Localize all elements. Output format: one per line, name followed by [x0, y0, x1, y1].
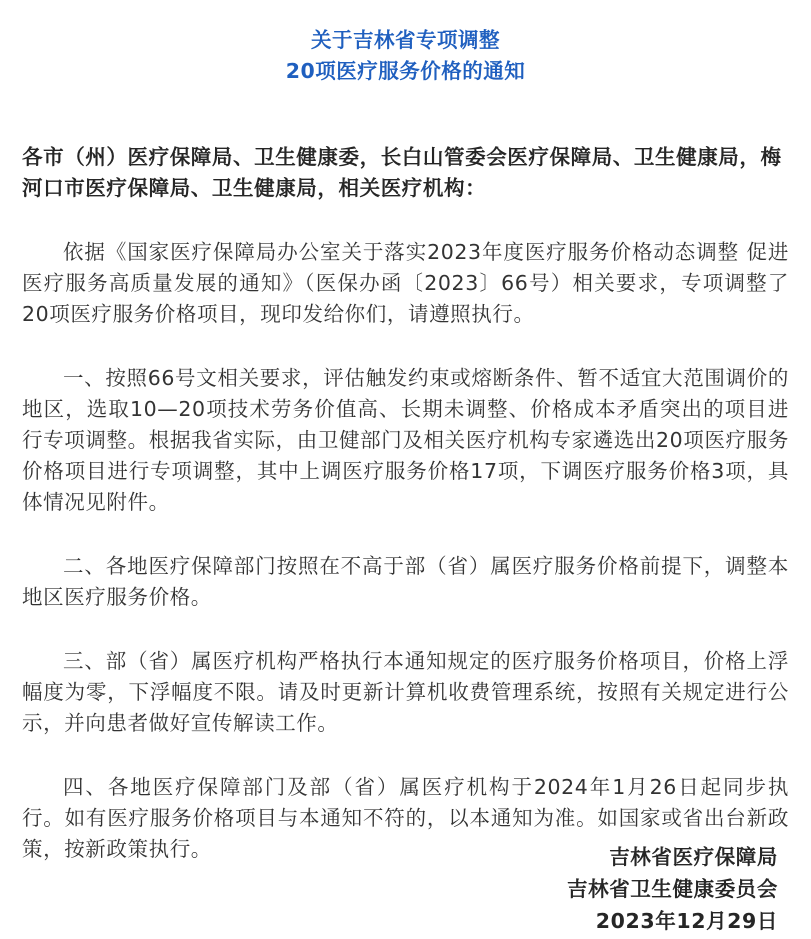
- paragraph-item-1: 一、按照66号文相关要求，评估触发约束或熔断条件、暂不适宜大范围调价的地区，选取10—20项技术劳务价值高、长期未调整、价格成本矛盾突出的项目进行专项调整。根据我省实际，由卫健部门及相关医疗机构专家遴选出20项医疗服务价格项目进行专项调整，其中上调医疗服务价格17项，下调医疗服务价格3项，具体情况见附件。: [22, 366, 789, 514]
- document-title: [22, 0, 789, 87]
- paragraph-item-3: 三、部（省）属医疗机构严格执行本通知规定的医疗服务价格项目，价格上浮幅度为零，下浮幅度不限。请及时更新计算机收费管理系统，按照有关规定进行公示，并向患者做好宣传解读工作。: [22, 649, 789, 735]
- signature-org-2: 吉林省卫生健康委员会: [567, 877, 778, 901]
- paragraph-item-2: 二、各地医疗保障部门按照在不高于部（省）属医疗服务价格前提下，调整本地区医疗服务价格。: [22, 554, 789, 609]
- signature-date: 2023年12月29日: [595, 909, 778, 933]
- title-line-1: 关于吉林省专项调整: [311, 28, 500, 52]
- paragraph-intro: 依据《国家医疗保障局办公室关于落实2023年度医疗服务价格动态调整 促进医疗服务高质量发展的通知》（医保办函〔2023〕66号）相关要求，专项调整了20项医疗服务价格项目，现印发给你们，请遵照执行。: [22, 240, 789, 326]
- recipient-list: 各市（州）医疗保障局、卫生健康委，长白山管委会医疗保障局、卫生健康局，梅河口市医疗保障局、卫生健康局，相关医疗机构：: [22, 145, 782, 200]
- title-line-2: 20项医疗服务价格的通知: [285, 59, 526, 83]
- signature-block: [567, 841, 778, 937]
- signature-org-1: 吉林省医疗保障局: [609, 845, 778, 869]
- paragraph-item-4: 四、各地医疗保障部门及部（省）属医疗机构于2024年1月26日起同步执行。如有医疗服务价格项目与本通知不符的，以本通知为准。如国家或省出台新政策，按新政策执行。: [22, 775, 789, 861]
